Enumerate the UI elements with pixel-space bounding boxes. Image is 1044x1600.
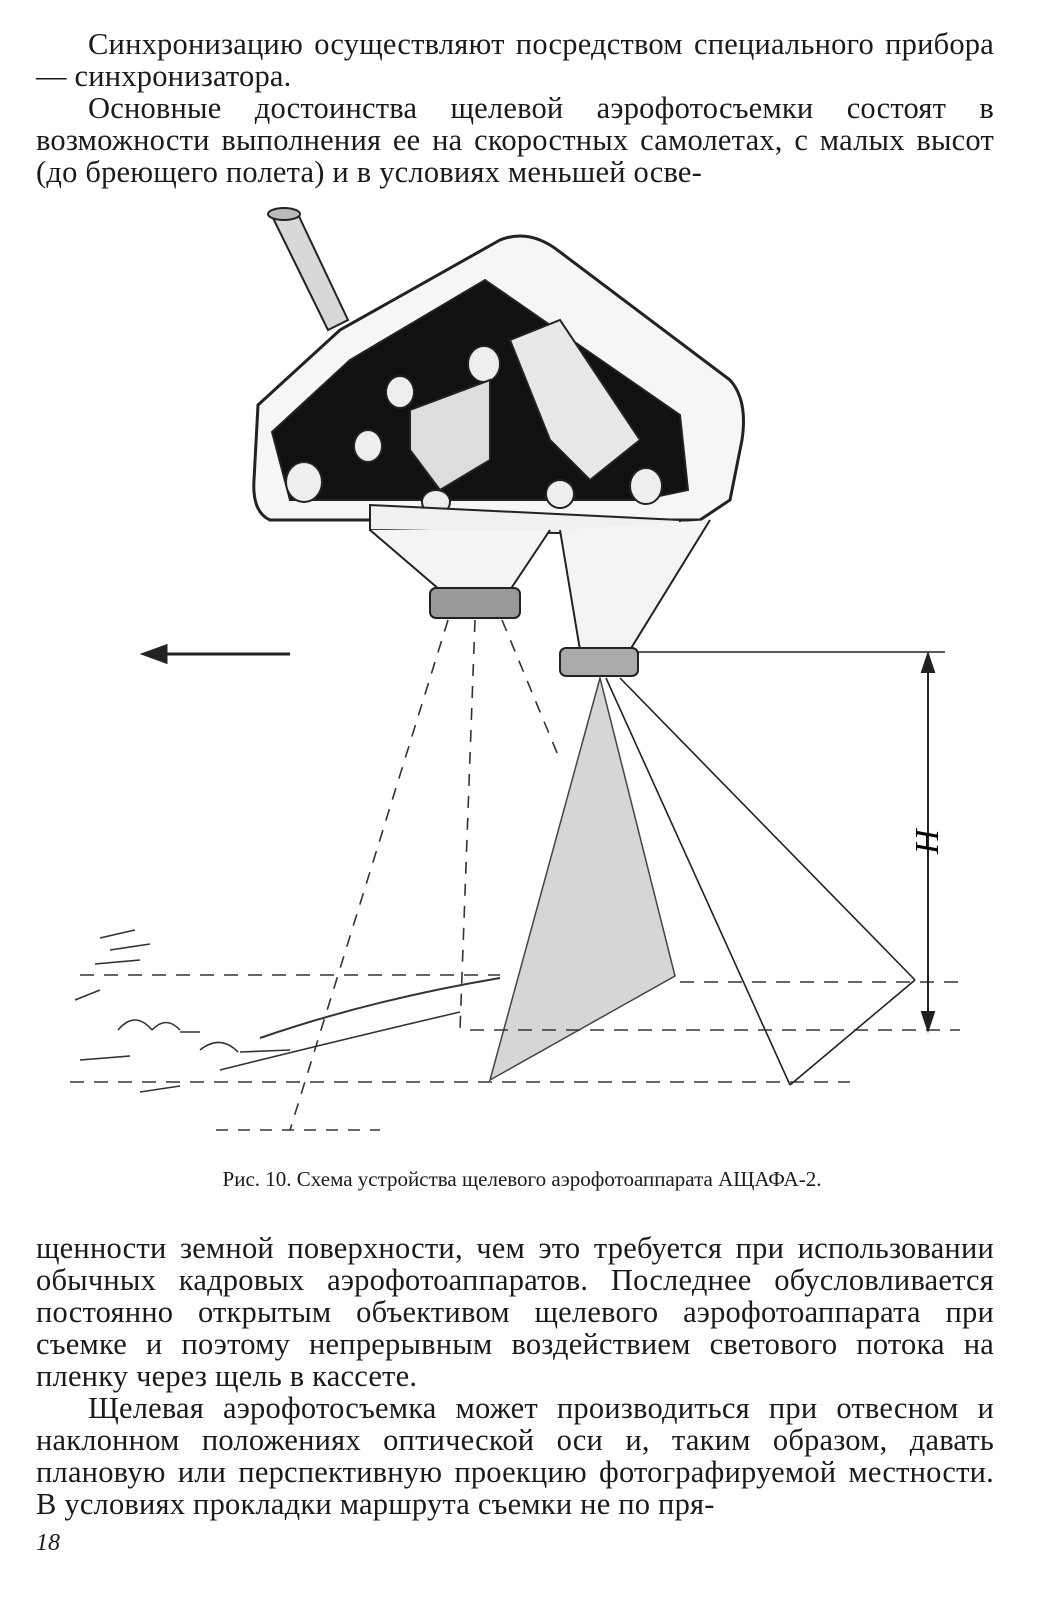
lens-right bbox=[560, 648, 638, 676]
light-beam bbox=[490, 678, 675, 1080]
camera-diagram bbox=[40, 200, 980, 1160]
paragraph-1: Синхронизацию осуществляют посредством специального прибора — синхронизатора. bbox=[36, 27, 994, 93]
lens-mount-left bbox=[370, 530, 550, 590]
paragraph-4: Щелевая аэрофотосъемка может производиться при отвесном и наклонном положениях оптической оси и, таким образом, давать плановую или перспективную проекцию фотографируемой местности. В условиях прокладки маршрута съемки не по пря- bbox=[36, 1391, 994, 1521]
height-label: H bbox=[909, 829, 946, 854]
lens-mount-right bbox=[560, 520, 710, 650]
page-number: 18 bbox=[36, 1530, 60, 1556]
flight-direction-arrow bbox=[144, 646, 290, 662]
paragraph-2: Основные достоинства щелевой аэрофотосъемки состоят в возможности выполнения ее на скоростных самолетах, с малых высот (до бреющего полета) и в условиях меньшей осве- bbox=[36, 91, 994, 189]
camera-handle bbox=[272, 210, 348, 330]
paragraph-3: щенности земной поверхности, чем это требуется при использовании обычных кадровых аэрофотоаппаратов. Последнее обусловливается постоянно открытым объективом щелевого аэрофотоаппарата при съемке и поэтому непрерывным воздействием светового потока на пленку через щель в кассете. bbox=[36, 1231, 994, 1393]
terrain-sketch bbox=[75, 930, 500, 1092]
lens-left bbox=[430, 588, 520, 618]
figure-caption: Рис. 10. Схема устройства щелевого аэрофотоаппарата АЩАФА-2. bbox=[222, 1167, 822, 1191]
